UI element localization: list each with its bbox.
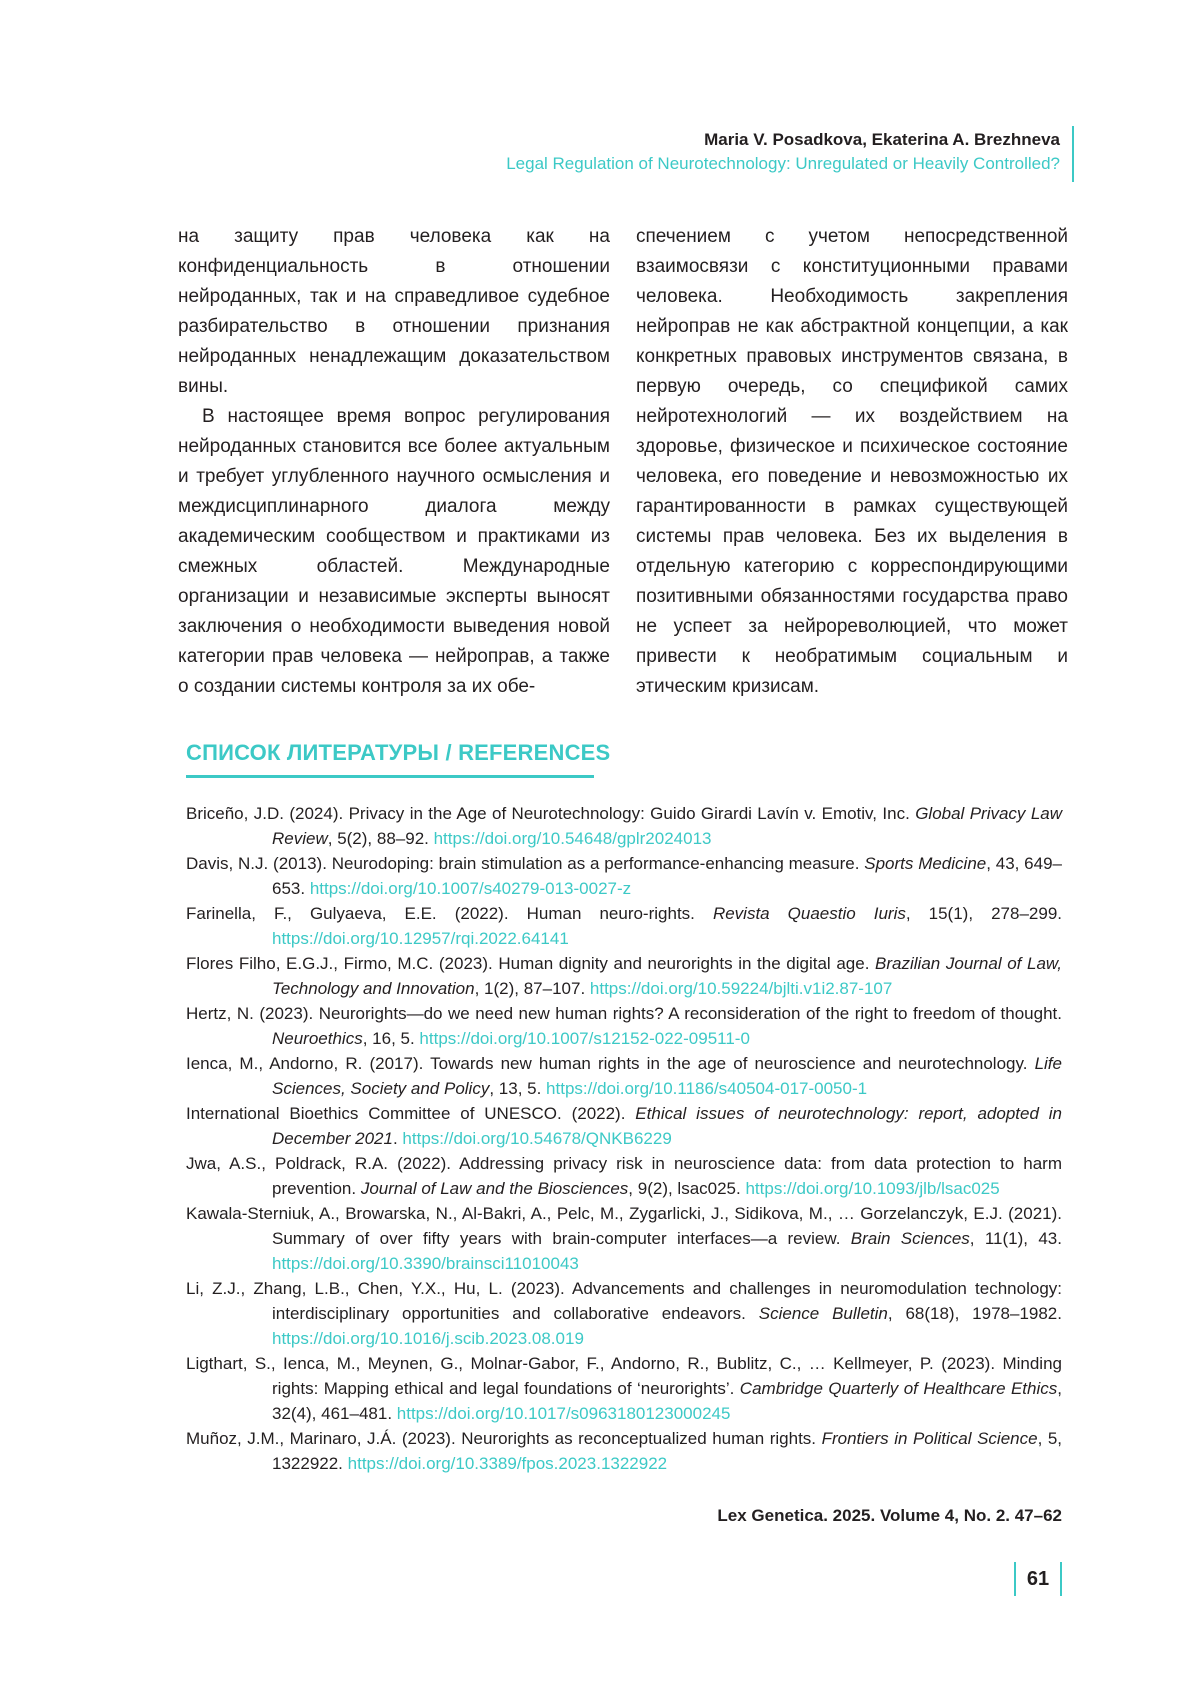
running-header [506,128,1060,176]
reference-doi-link[interactable]: https://doi.org/10.1016/j.scib.2023.08.019 [272,1329,584,1348]
reference-text: Davis, N.J. (2013). Neurodoping: brain stimulation as a performance-enhancing measure. [186,854,865,873]
reference-doi-link[interactable]: https://doi.org/10.1017/s0963180123000245 [396,1404,731,1423]
reference-details: , 68(18), 1978–1982. [887,1304,1062,1323]
reference-doi-link[interactable]: https://doi.org/10.1186/s40504-017-0050-1 [546,1079,868,1098]
reference-source: Journal of Law and the Biosciences [360,1179,629,1198]
reference-doi-link[interactable]: https://doi.org/10.59224/bjlti.v1i2.87-107 [589,979,893,998]
reference-text: Briceño, J.D. (2024). Privacy in the Age of Neurotechnology: Guido Girardi Lavín v. Emotiv, Inc. [186,804,916,823]
left-paragraph-2: В настоящее время вопрос регулирования нейроданных становится все более актуальным и требует углубленного научного осмысления и междисциплинарного диалога между академическим сообществом и практиками из смежных областей. Международные организации и независимые эксперты выносят заключения о необходимости выведения новой категории прав человека — нейроправ, а также о создании системы контроля за их обе- [178,406,610,697]
references-heading: СПИСОК ЛИТЕРАТУРЫ / REFERENCES [186,740,611,765]
reference-text: Ligthart, S., Ienca, M., Meynen, G., Molnar-Gabor, F., Andorno, R., Bublitz, C., … Kellmeyer, P. (2023). Minding rights: Mapping ethical and legal foundations of ‘neurorights’. [186,1354,1062,1398]
reference-doi-link[interactable]: https://doi.org/10.1093/jlb/lsac025 [745,1179,1000,1198]
reference-item [186,1426,1062,1476]
reference-details: , 15(1), 278–299. [905,904,1062,923]
reference-item [186,901,1062,951]
reference-source: Sports Medicine [864,854,987,873]
references-heading-underline [186,775,594,778]
reference-details: , 1(2), 87–107. [474,979,590,998]
reference-doi-link[interactable]: https://doi.org/10.12957/rqi.2022.64141 [272,929,569,948]
reference-text: Flores Filho, E.G.J., Firmo, M.C. (2023). Human dignity and neurorights in the digital age. [186,954,876,973]
journal-footer: Lex Genetica. 2025. Volume 4, No. 2. 47–62 [717,1506,1062,1525]
reference-details: , 5, 1322922. [272,1429,1063,1473]
reference-details: , 5(2), 88–92. [327,829,434,848]
reference-item [186,1151,1062,1201]
reference-source: Brain Sciences [850,1229,970,1248]
reference-text: Jwa, A.S., Poldrack, R.A. (2022). Addressing privacy risk in neuroscience data: from data protection to harm prevention. [186,1154,1062,1198]
header-article-title: Legal Regulation of Neurotechnology: Unregulated or Heavily Controlled? [506,154,1060,173]
reference-details: , 16, 5. [362,1029,420,1048]
reference-source: Revista Quaestio Iuris [712,904,906,923]
reference-text: Hertz, N. (2023). Neurorights—do we need new human rights? A reconsideration of the right to freedom of thought. [186,1004,1062,1023]
header-rule [1072,126,1074,182]
reference-item [186,851,1062,901]
reference-text: Li, Z.J., Zhang, L.B., Chen, Y.X., Hu, L. (2023). Advancements and challenges in neuromodulation technology: interdisciplinary opportunities and collaborative endeavors. [186,1279,1062,1323]
reference-details: . [392,1129,403,1148]
reference-item [186,1001,1062,1051]
header-authors: Maria V. Posadkova, Ekaterina A. Brezhneva [704,130,1060,149]
reference-details: , 11(1), 43. [969,1229,1062,1248]
reference-item [186,1351,1062,1426]
right-paragraph-1: спечением с учетом непосредственной взаимосвязи с конституционными правами человека. Необходимость закрепления нейроправ не как абстрактной концепции, а как конкретных правовых инструментов связана, в первую очередь, со спецификой самих нейротехнологий — их воздействием на здоровье, физическое и психическое состояние человека, его поведение и невозможностью их гарантированности в рамках существующей системы прав человека. Без их выделения в отдельную категорию с корреспондирующими позитивными обязанностями государства право не успеет за нейрореволюцией, что может привести к необратимым социальным и этическим кризисам. [636,226,1068,697]
reference-item [186,1051,1062,1101]
left-paragraph-1: на защиту прав человека как на конфиденциальность в отношении нейроданных, так и на справедливое судебное разбирательство в отношении признания нейроданных ненадлежащим доказательством вины. [178,226,610,397]
page-number: 61 [1026,1568,1050,1590]
reference-item [186,1201,1062,1276]
reference-source: Life Sciences, Society and Policy [272,1054,1062,1098]
reference-source: Science Bulletin [758,1304,888,1323]
reference-source: Frontiers in Political Science [821,1429,1038,1448]
right-column [636,222,1068,702]
reference-text: International Bioethics Committee of UNESCO. (2022). [186,1104,636,1123]
reference-source: Ethical issues of neurotechnology: report, adopted in December 2021 [272,1104,1062,1148]
reference-text: Muñoz, J.M., Marinaro, J.Á. (2023). Neurorights as reconceptualized human rights. [186,1429,822,1448]
reference-source: Cambridge Quarterly of Healthcare Ethics [739,1379,1058,1398]
reference-item [186,951,1062,1001]
reference-details: , 9(2), lsac025. [628,1179,746,1198]
reference-details: , 13, 5. [489,1079,547,1098]
reference-source: Neuroethics [272,1029,363,1048]
reference-doi-link[interactable]: https://doi.org/10.3390/brainsci11010043 [272,1254,579,1273]
reference-details: , 32(4), 461–481. [272,1379,1062,1423]
reference-doi-link[interactable]: https://doi.org/10.3389/fpos.2023.1322922 [347,1454,668,1473]
reference-source: Global Privacy Law Review [272,804,1062,848]
reference-item [186,1276,1062,1351]
references-list [186,801,1062,1476]
reference-item [186,1101,1062,1151]
page-number-rule-right [1060,1562,1062,1596]
reference-doi-link[interactable]: https://doi.org/10.1007/s40279-013-0027-z [309,879,632,898]
reference-text: Farinella, F., Gulyaeva, E.E. (2022). Human neuro-rights. [186,904,713,923]
reference-text: Ienca, M., Andorno, R. (2017). Towards new human rights in the age of neuroscience and neurotechnology. [186,1054,1035,1073]
reference-doi-link[interactable]: https://doi.org/10.54678/QNKB6229 [402,1129,672,1148]
reference-doi-link[interactable]: https://doi.org/10.54648/gplr2024013 [433,829,712,848]
reference-text: Kawala-Sterniuk, A., Browarska, N., Al-Bakri, A., Pelc, M., Zygarlicki, J., Sidikova, M., … Gorzelanczyk, E.J. (2021). Summary of over fifty years with brain-computer interfaces—a review. [186,1204,1062,1248]
left-column [178,222,610,702]
reference-item [186,801,1062,851]
reference-doi-link[interactable]: https://doi.org/10.1007/s12152-022-09511-0 [419,1029,750,1048]
reference-details: , 43, 649–653. [272,854,1063,898]
reference-source: Brazilian Journal of Law, Technology and Innovation [272,954,1062,998]
